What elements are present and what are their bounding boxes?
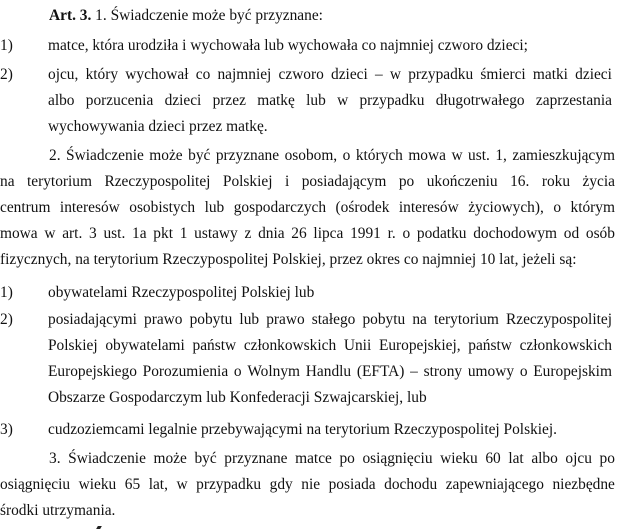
word: 3	[89, 225, 97, 242]
word: 65	[124, 476, 141, 493]
word: albo	[48, 92, 75, 109]
word: po	[339, 450, 355, 467]
word: Świadczenie	[66, 147, 144, 164]
word: posiadającym	[301, 173, 387, 190]
word: na	[412, 311, 427, 328]
word: (ośrodek	[335, 199, 390, 216]
word: i	[284, 173, 290, 190]
word: w	[176, 476, 188, 493]
word: Europejskiego	[48, 363, 137, 380]
word: być	[188, 147, 211, 164]
word: dzieci	[575, 66, 612, 83]
word: być	[194, 450, 217, 467]
word: ust.	[103, 225, 126, 242]
word: mowa	[408, 147, 446, 164]
word: lat,	[148, 476, 168, 493]
word: na	[0, 173, 15, 190]
word: interesów	[398, 199, 459, 216]
word: przyznane	[215, 147, 280, 164]
word: wieku	[78, 476, 117, 493]
list-number: 1)	[0, 284, 13, 301]
word: lub	[204, 199, 225, 216]
word: art.	[62, 225, 83, 242]
word: długotrwałego	[435, 92, 525, 109]
word: pobytu	[362, 311, 406, 328]
article-number: Art. 3.	[49, 7, 92, 24]
list-item-text	[48, 336, 612, 358]
word: matce	[295, 450, 332, 467]
paragraph-3-line: środki utrzymania.	[0, 502, 116, 519]
word: państw	[468, 337, 512, 354]
word: podatku	[416, 225, 467, 242]
word: porzucenia	[85, 92, 154, 109]
word: dzieci	[331, 66, 368, 83]
word: może	[149, 147, 183, 164]
word: osiągnięciu	[0, 476, 71, 493]
word: Porozumienia	[142, 363, 229, 380]
word: z	[244, 225, 252, 242]
word: w	[44, 225, 56, 242]
word: po	[398, 173, 415, 190]
word: Europejskim	[533, 363, 612, 380]
word: terytorium	[433, 311, 499, 328]
list-item-text: matce, która urodziła i wychowała lub wychowała co najmniej czworo dzieci;	[48, 37, 528, 54]
word: Rzeczypospolitej	[104, 173, 211, 190]
word: w	[451, 147, 463, 164]
word: 2.	[49, 147, 61, 164]
list-number: 1)	[0, 37, 13, 54]
list-item-text: obywatelami Rzeczypospolitej Polskiej lub	[48, 284, 315, 301]
word: osobom,	[284, 147, 338, 164]
word: Unii	[343, 337, 372, 354]
word: ojcu,	[48, 66, 79, 83]
word: osiągnięciu	[362, 450, 433, 467]
word: 1991	[350, 225, 381, 242]
article-heading-line	[49, 6, 323, 28]
word: dochodowym	[473, 225, 558, 242]
word: centrum	[0, 199, 51, 216]
list-item-text: wychowywania dzieci przez matkę.	[48, 118, 268, 135]
word: Świadczenie	[68, 450, 146, 467]
word: umowy	[467, 363, 515, 380]
word: życiowych),	[468, 199, 544, 216]
word: czworo	[278, 66, 324, 83]
word: dochodu	[384, 476, 438, 493]
word: pkt	[153, 225, 173, 242]
word: o	[402, 225, 411, 242]
word: 1a	[132, 225, 147, 242]
word: osób	[585, 225, 615, 242]
word: roku	[541, 173, 571, 190]
word: po	[599, 450, 615, 467]
word: 26	[291, 225, 307, 242]
word: o	[519, 363, 528, 380]
list-item-text	[48, 362, 612, 384]
list-number: 2)	[0, 311, 13, 328]
paragraph-2-line	[49, 146, 615, 168]
word: –	[410, 363, 418, 380]
paragraph-2-line	[0, 224, 615, 246]
word: Wolnym	[247, 363, 301, 380]
paragraph-3-line	[49, 449, 615, 471]
word: zapewniającego	[445, 476, 544, 493]
word: przez	[212, 92, 246, 109]
word: ust.	[468, 147, 490, 164]
word: –	[374, 66, 383, 83]
word: 1,	[495, 147, 507, 164]
word: Handlu	[305, 363, 352, 380]
list-item-text	[48, 310, 612, 332]
word: interesów	[59, 199, 120, 216]
word: obywatelami	[105, 337, 185, 354]
word: państw	[192, 337, 237, 354]
word: Polskiej	[222, 173, 273, 190]
list-number: 3)	[0, 421, 13, 438]
paragraph-2-line: fizycznych, na terytorium Rzeczypospolitej Polskiej, przez okres co najmniej 10 lat, jeżeli są:	[0, 251, 577, 268]
word: może	[153, 450, 187, 467]
word: wychował	[125, 66, 189, 83]
word: gdy	[269, 476, 293, 493]
word: lub	[239, 311, 260, 328]
paragraph-3-line	[0, 475, 615, 497]
word: lat	[508, 450, 524, 467]
paragraph-1-intro: 1. Świadczenie może być przyznane:	[95, 7, 323, 24]
word: 60	[485, 450, 501, 467]
word: przypadku	[408, 66, 474, 83]
word: śmierci	[480, 66, 526, 83]
word: terytorium	[27, 173, 92, 190]
word: matki	[532, 66, 568, 83]
word: niezbędne	[552, 476, 615, 493]
word: Europejskiej,	[378, 337, 461, 354]
word: mowa	[0, 225, 38, 242]
word: w	[337, 92, 349, 109]
word: przyznane	[224, 450, 288, 467]
word: 3.	[49, 450, 61, 467]
word: nie	[301, 476, 321, 493]
cutoff-glyph-fragment	[94, 524, 104, 531]
word: w	[389, 66, 402, 83]
paragraph-2-line	[0, 198, 615, 220]
word: ukończeniu	[426, 173, 498, 190]
word: zamieszkującym	[512, 147, 615, 164]
word: lipca	[313, 225, 344, 242]
word: Polskiej	[48, 337, 98, 354]
list-item-text: Obszarze Gospodarczym lub Konfederacji Szwajcarskiej, lub	[48, 389, 427, 406]
word: o	[342, 147, 351, 164]
word: lub	[306, 92, 326, 109]
word: członkowskich	[243, 337, 337, 354]
word: przypadku	[359, 92, 425, 109]
word: od	[563, 225, 580, 242]
list-item-text	[48, 65, 612, 87]
word: Rzeczypospolitej	[506, 311, 612, 328]
word: prawo	[266, 311, 305, 328]
word: (EFTA)	[356, 363, 405, 380]
word: dzieci	[164, 92, 202, 109]
word: wieku	[440, 450, 478, 467]
word: prawo	[144, 311, 183, 328]
word: pobytu	[189, 311, 233, 328]
word: r.	[387, 225, 396, 242]
word: stałego	[311, 311, 356, 328]
word: 16.	[510, 173, 530, 190]
word: przypadku	[196, 476, 262, 493]
word: strony	[423, 363, 463, 380]
paragraph-2-line	[0, 172, 615, 194]
list-number: 2)	[0, 66, 13, 83]
list-item-text: cudzoziemcami legalnie przebywającymi na terytorium Rzeczypospolitej Polskiej.	[48, 421, 557, 438]
word: 1	[179, 225, 188, 242]
word: o	[553, 199, 562, 216]
word: albo	[531, 450, 558, 467]
word: zaprzestania	[535, 92, 612, 109]
word: co	[195, 66, 211, 83]
word: dnia	[258, 225, 285, 242]
word: który	[85, 66, 119, 83]
word: gospodarczych	[233, 199, 327, 216]
word: ojcu	[565, 450, 592, 467]
list-item-text	[48, 91, 612, 113]
word: życia	[582, 173, 615, 190]
word: członkowskich	[519, 337, 612, 354]
word: którym	[570, 199, 615, 216]
word: osobistych	[129, 199, 196, 216]
word: których	[355, 147, 403, 164]
word: ustawy	[194, 225, 238, 242]
word: matkę	[257, 92, 295, 109]
word: o	[233, 363, 242, 380]
word: najmniej	[217, 66, 272, 83]
word: posiada	[328, 476, 376, 493]
word: posiadającymi	[48, 311, 137, 328]
